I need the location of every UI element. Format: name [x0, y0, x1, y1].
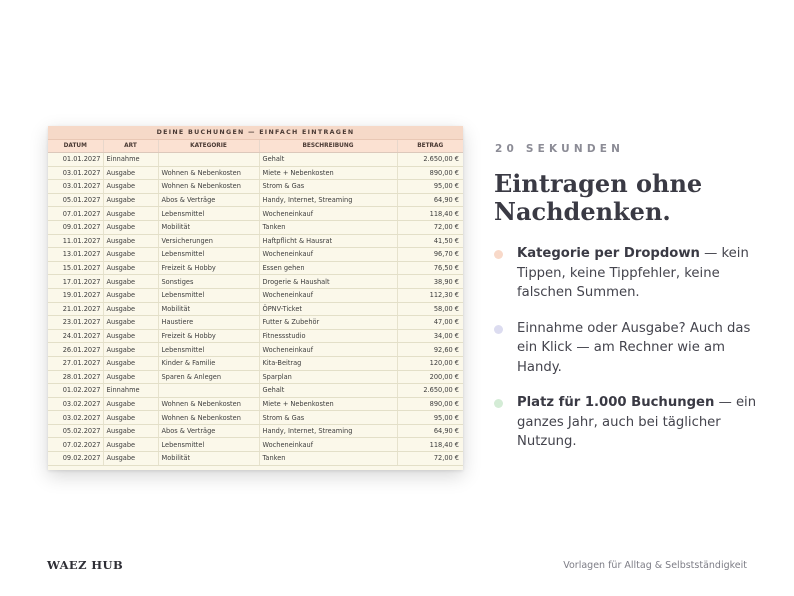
cell-amount[interactable]: 120,00 €	[397, 356, 463, 370]
table-row	[48, 384, 463, 398]
brand-logo: WAEZ HUB	[47, 558, 124, 572]
cell-category[interactable]: Haustiere	[158, 316, 259, 330]
cell-amount[interactable]: 2.650,00 €	[397, 153, 463, 167]
table-row	[48, 356, 463, 370]
cell-date[interactable]: 19.01.2027	[48, 288, 103, 302]
cell-description[interactable]: ÖPNV-Ticket	[259, 302, 397, 316]
table-row	[48, 302, 463, 316]
cell-date[interactable]: 09.01.2027	[48, 220, 103, 234]
brand-tagline: Vorlagen für Alltag & Selbstständigkeit	[563, 560, 747, 571]
cell-date[interactable]: 27.01.2027	[48, 356, 103, 370]
column-header-description[interactable]: BESCHREIBUNG	[259, 140, 397, 153]
cell-amount[interactable]: 76,50 €	[397, 261, 463, 275]
table-row	[48, 329, 463, 343]
cell-type[interactable]: Ausgabe	[103, 248, 158, 262]
cell-type[interactable]: Einnahme	[103, 153, 158, 167]
table-row	[48, 452, 463, 466]
bullet-dot-icon	[494, 250, 503, 259]
cell-type[interactable]: Ausgabe	[103, 424, 158, 438]
cell-date[interactable]: 03.02.2027	[48, 411, 103, 425]
cell-type[interactable]: Ausgabe	[103, 343, 158, 357]
table-row	[48, 288, 463, 302]
cell-amount[interactable]: 41,50 €	[397, 234, 463, 248]
cell-category[interactable]: Mobilität	[158, 302, 259, 316]
table-row	[48, 397, 463, 411]
cell-type[interactable]: Ausgabe	[103, 302, 158, 316]
cell-amount[interactable]: 112,30 €	[397, 288, 463, 302]
cell-date[interactable]: 28.01.2027	[48, 370, 103, 384]
cell-type[interactable]: Ausgabe	[103, 234, 158, 248]
cell-type[interactable]: Ausgabe	[103, 166, 158, 180]
cell-description[interactable]: Strom & Gas	[259, 411, 397, 425]
cell-date[interactable]: 26.01.2027	[48, 343, 103, 357]
feature-item-capacity	[494, 393, 764, 452]
cell-category[interactable]: Freizeit & Hobby	[158, 261, 259, 275]
cell-type[interactable]: Einnahme	[103, 384, 158, 398]
feature-highlight: Kategorie per Dropdown	[517, 246, 700, 261]
cell-date[interactable]: 17.01.2027	[48, 275, 103, 289]
sheet-title: DEINE BUCHUNGEN — EINFACH EINTRAGEN	[48, 126, 463, 140]
cell-category[interactable]: Lebensmittel	[158, 438, 259, 452]
cell-category[interactable]: Wohnen & Nebenkosten	[158, 411, 259, 425]
cell-description[interactable]: Futter & Zubehör	[259, 316, 397, 330]
cell-date[interactable]: 03.01.2027	[48, 180, 103, 194]
cell-description[interactable]: Fitnessstudio	[259, 329, 397, 343]
cell-amount[interactable]: 47,00 €	[397, 316, 463, 330]
cell-category[interactable]: Lebensmittel	[158, 248, 259, 262]
bullet-dot-icon	[494, 325, 503, 334]
table-row	[48, 438, 463, 452]
cell-date[interactable]: 23.01.2027	[48, 316, 103, 330]
cell-date[interactable]: 24.01.2027	[48, 329, 103, 343]
cell-amount[interactable]: 890,00 €	[397, 166, 463, 180]
table-row	[48, 220, 463, 234]
cell-type[interactable]: Ausgabe	[103, 207, 158, 221]
cell-type[interactable]: Ausgabe	[103, 316, 158, 330]
cell-category[interactable]: Lebensmittel	[158, 207, 259, 221]
cell-type[interactable]: Ausgabe	[103, 370, 158, 384]
table-row	[48, 180, 463, 194]
feature-text: Einnahme oder Ausgabe? Auch das ein Klick — am Rechner wie am Handy.	[517, 320, 751, 375]
eyebrow-label: 20 SEKUNDEN	[495, 143, 625, 155]
cell-amount[interactable]: 38,90 €	[397, 275, 463, 289]
cell-type[interactable]: Ausgabe	[103, 275, 158, 289]
cell-date[interactable]: 03.01.2027	[48, 166, 103, 180]
feature-text: — kein Tippen, keine Tippfehler, keine falschen Summen.	[517, 246, 749, 300]
cell-amount[interactable]: 95,00 €	[397, 411, 463, 425]
cell-description[interactable]: Kita-Beitrag	[259, 356, 397, 370]
cell-category[interactable]: Freizeit & Hobby	[158, 329, 259, 343]
cell-type[interactable]: Ausgabe	[103, 438, 158, 452]
cell-category[interactable]: Mobilität	[158, 452, 259, 466]
cell-date[interactable]: 07.02.2027	[48, 438, 103, 452]
cell-amount[interactable]: 34,00 €	[397, 329, 463, 343]
cell-description[interactable]: Gehalt	[259, 384, 397, 398]
cell-type[interactable]: Ausgabe	[103, 411, 158, 425]
table-row	[48, 411, 463, 425]
bullet-dot-icon	[494, 399, 503, 408]
cell-amount[interactable]: 200,00 €	[397, 370, 463, 384]
cell-category[interactable]: Abos & Verträge	[158, 193, 259, 207]
cell-category[interactable]: Wohnen & Nebenkosten	[158, 397, 259, 411]
cell-amount[interactable]: 64,90 €	[397, 424, 463, 438]
feature-item-type	[494, 319, 764, 378]
cell-amount[interactable]: 72,00 €	[397, 452, 463, 466]
cell-amount[interactable]: 2.650,00 €	[397, 384, 463, 398]
cell-description[interactable]: Drogerie & Haushalt	[259, 275, 397, 289]
cell-description[interactable]: Wocheneinkauf	[259, 343, 397, 357]
cell-amount[interactable]: 890,00 €	[397, 397, 463, 411]
table-row	[48, 193, 463, 207]
column-header-category[interactable]: KATEGORIE	[158, 140, 259, 153]
cell-amount[interactable]: 95,00 €	[397, 180, 463, 194]
cell-type[interactable]: Ausgabe	[103, 356, 158, 370]
cell-description[interactable]: Handy, Internet, Streaming	[259, 193, 397, 207]
cell-category[interactable]: Abos & Verträge	[158, 424, 259, 438]
cell-category[interactable]: Wohnen & Nebenkosten	[158, 166, 259, 180]
cell-category[interactable]: Lebensmittel	[158, 343, 259, 357]
cell-description[interactable]: Strom & Gas	[259, 180, 397, 194]
column-header-amount[interactable]: BETRAG	[397, 140, 463, 153]
cell-amount[interactable]: 118,40 €	[397, 207, 463, 221]
table-row	[48, 316, 463, 330]
table-row	[48, 261, 463, 275]
table-row	[48, 370, 463, 384]
cell-amount[interactable]: 118,40 €	[397, 438, 463, 452]
feature-highlight: Platz für 1.000 Buchungen	[517, 395, 715, 410]
cell-description[interactable]: Handy, Internet, Streaming	[259, 424, 397, 438]
cell-date[interactable]: 09.02.2027	[48, 452, 103, 466]
cell-description[interactable]: Tanken	[259, 452, 397, 466]
cell-category[interactable]	[158, 153, 259, 167]
table-row	[48, 234, 463, 248]
feature-list	[494, 244, 764, 468]
cell-type[interactable]: Ausgabe	[103, 261, 158, 275]
table-row	[48, 275, 463, 289]
cell-date[interactable]: 01.02.2027	[48, 384, 103, 398]
cell-category[interactable]: Kinder & Familie	[158, 356, 259, 370]
cell-type[interactable]: Ausgabe	[103, 180, 158, 194]
cell-description[interactable]: Wocheneinkauf	[259, 207, 397, 221]
cell-date[interactable]: 01.01.2027	[48, 153, 103, 167]
cell-category[interactable]	[158, 384, 259, 398]
cell-description[interactable]: Essen gehen	[259, 261, 397, 275]
cell-category[interactable]: Sparen & Anlegen	[158, 370, 259, 384]
cell-date[interactable]: 15.01.2027	[48, 261, 103, 275]
cell-type[interactable]: Ausgabe	[103, 193, 158, 207]
cell-type[interactable]: Ausgabe	[103, 288, 158, 302]
table-row	[48, 343, 463, 357]
cell-description[interactable]: Miete + Nebenkosten	[259, 397, 397, 411]
feature-text: — ein ganzes Jahr, auch bei täglicher Nutzung.	[517, 395, 757, 449]
cell-date[interactable]: 05.01.2027	[48, 193, 103, 207]
cell-type[interactable]: Ausgabe	[103, 397, 158, 411]
cell-date[interactable]: 21.01.2027	[48, 302, 103, 316]
cell-amount[interactable]: 72,00 €	[397, 220, 463, 234]
cell-date[interactable]: 05.02.2027	[48, 424, 103, 438]
cell-date[interactable]: 13.01.2027	[48, 248, 103, 262]
table-row	[48, 248, 463, 262]
cell-description[interactable]: Wocheneinkauf	[259, 248, 397, 262]
bookings-sheet	[48, 126, 463, 470]
cell-category[interactable]: Lebensmittel	[158, 288, 259, 302]
cell-description[interactable]: Sparplan	[259, 370, 397, 384]
table-row	[48, 166, 463, 180]
cell-date[interactable]: 07.01.2027	[48, 207, 103, 221]
cell-date[interactable]: 11.01.2027	[48, 234, 103, 248]
cell-type[interactable]: Ausgabe	[103, 220, 158, 234]
cell-description[interactable]: Haftpflicht & Hausrat	[259, 234, 397, 248]
table-row	[48, 207, 463, 221]
cell-description[interactable]: Gehalt	[259, 153, 397, 167]
cell-category[interactable]: Sonstiges	[158, 275, 259, 289]
cell-date[interactable]: 03.02.2027	[48, 397, 103, 411]
bookings-table	[48, 140, 463, 466]
cell-amount[interactable]: 92,60 €	[397, 343, 463, 357]
headline: Eintragen ohne Nachdenken.	[494, 169, 703, 226]
cell-category[interactable]: Versicherungen	[158, 234, 259, 248]
cell-description[interactable]: Tanken	[259, 220, 397, 234]
table-row	[48, 153, 463, 167]
cell-amount[interactable]: 64,90 €	[397, 193, 463, 207]
cell-description[interactable]: Wocheneinkauf	[259, 438, 397, 452]
cell-amount[interactable]: 58,00 €	[397, 302, 463, 316]
feature-item-dropdown	[494, 244, 764, 303]
cell-description[interactable]: Miete + Nebenkosten	[259, 166, 397, 180]
column-header-type[interactable]: ART	[103, 140, 158, 153]
cell-type[interactable]: Ausgabe	[103, 329, 158, 343]
table-body	[48, 153, 463, 466]
cell-category[interactable]: Mobilität	[158, 220, 259, 234]
column-header-date[interactable]: DATUM	[48, 140, 103, 153]
cell-amount[interactable]: 96,70 €	[397, 248, 463, 262]
cell-category[interactable]: Wohnen & Nebenkosten	[158, 180, 259, 194]
table-header-row	[48, 140, 463, 153]
cell-type[interactable]: Ausgabe	[103, 452, 158, 466]
table-row	[48, 424, 463, 438]
cell-description[interactable]: Wocheneinkauf	[259, 288, 397, 302]
